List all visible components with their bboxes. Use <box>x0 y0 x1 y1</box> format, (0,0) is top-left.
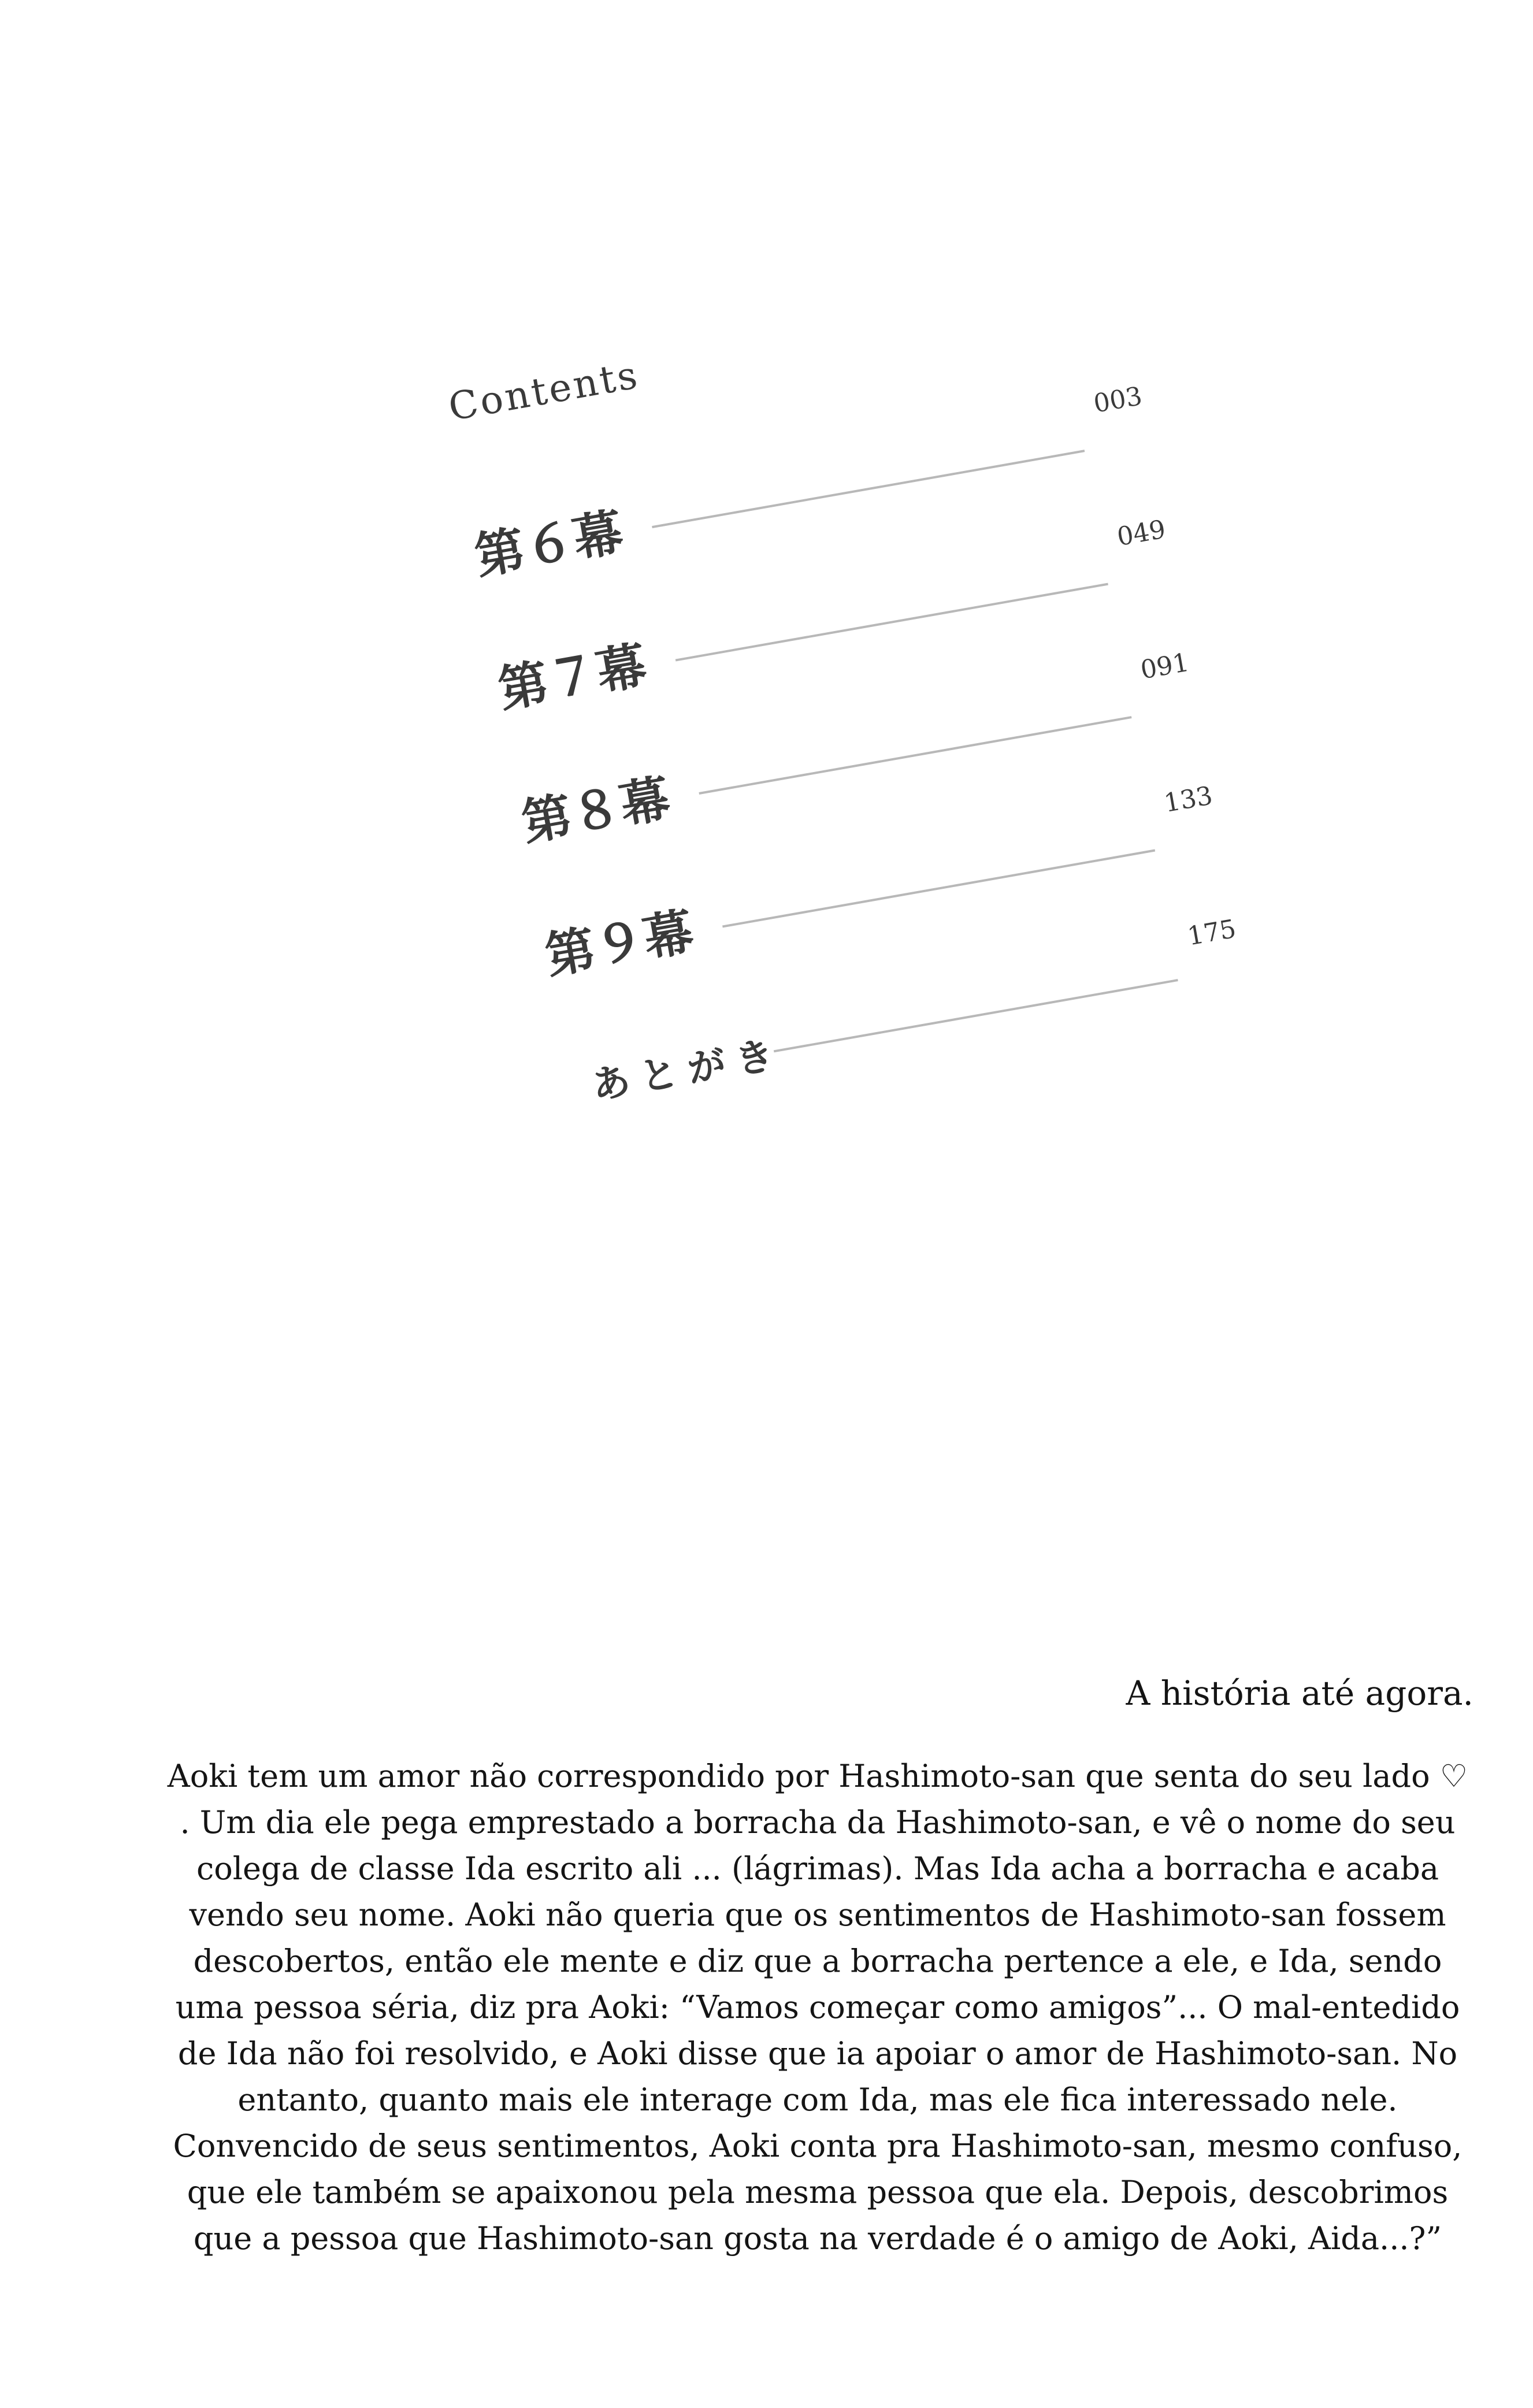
toc-entry-label: 第６幕 <box>470 503 628 587</box>
toc-leader-line <box>722 850 1155 926</box>
toc-entry-page: 003 <box>1091 381 1145 419</box>
toc-graphic <box>0 0 1533 1109</box>
toc-entry-label: 第９幕 <box>541 903 698 986</box>
toc-leader-line <box>699 717 1131 793</box>
toc-leader-line <box>774 980 1178 1051</box>
toc-entry-label: 第７幕 <box>493 636 651 719</box>
toc-leader-line <box>675 584 1108 661</box>
toc-entry-page: 091 <box>1138 647 1191 685</box>
toc-entry[interactable] <box>465 381 1154 586</box>
synopsis-heading: A história até agora. <box>1126 1674 1473 1713</box>
toc-entry-page: 175 <box>1185 914 1238 952</box>
toc-leader-line <box>652 451 1084 527</box>
synopsis-section <box>162 1670 1473 2262</box>
toc-rotated-group <box>446 267 1248 1112</box>
synopsis-body: Aoki tem um amor não correspondido por Hashimoto-san que senta do seu lado ♡ . Um dia ele pega emprestado a borracha da Hashimoto-san, e vê o nome do seu colega de classe Ida escrito ali ... (lágrimas). Mas Ida acha a borracha e acaba vendo seu nome. Aoki não queria que os sentimentos de Hashimoto-san fossem descobertos, então ele mente e diz que a borracha pertence a ele, e Ida, sendo uma pessoa séria, diz pra Aoki: “Vamos começar como amigos”... O mal-entedido de Ida não foi resolvido, e Aoki disse que ia apoiar o amor de Hashimoto-san. No entanto, quanto mais ele interage com Ida, mas ele fica interessado nele. Convencido de seus sentimentos, Aoki conta pra Hashimoto-san, mesmo confuso, que ele também se apaixonou pela mesma pessoa que ela. Depois, descobrimos que a pessoa que Hashimoto-san gosta na verdade é o amigo de Aoki, Aida...?” <box>167 1758 1468 2257</box>
toc-entry-page: 049 <box>1115 514 1168 552</box>
toc-title: Contents <box>445 352 643 430</box>
table-of-contents <box>0 0 1533 1109</box>
toc-entry-label: 第８幕 <box>517 769 675 853</box>
toc-entry-page: 133 <box>1161 781 1215 819</box>
toc-entry-label: あとがき <box>588 1031 788 1109</box>
